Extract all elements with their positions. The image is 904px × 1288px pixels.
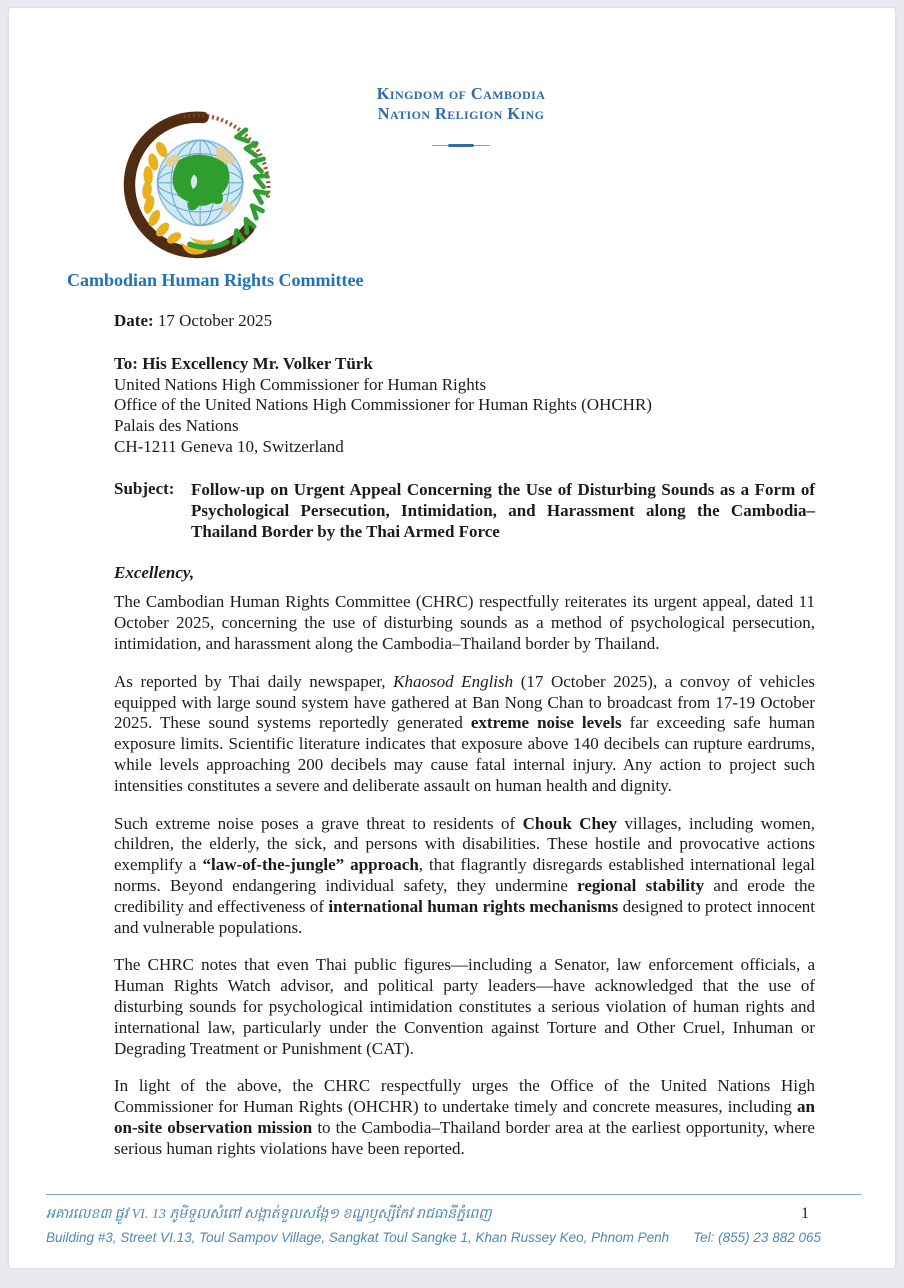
recipient-block [114,354,815,458]
letter-page [9,8,895,1268]
footer-address-khmer: អគារលេខ៣ ផ្លូវ VI. 13 ភូមិទួលសំពៅ សង្កាត់ទួលសង្កែ១ ខណ្ឌឫស្សីកែវ រាជធានីភ្នំពេញ [46,1207,492,1222]
footer-divider [46,1194,861,1195]
paragraph-4: The CHRC notes that even Thai public figures—including a Senator, law enforcement officials, a Human Rights Watch advisor, and political party leaders—have acknowledged that the use of disturbing sounds for psychological intimidation constitutes a serious violation of human rights and international law, particularly under the Convention against Torture and Other Cruel, Inhuman or Degrading Treatment or Punishment (CAT). [114,955,815,1058]
header-flourish-divider [426,143,496,148]
subject-text: Follow-up on Urgent Appeal Concerning the Use of Disturbing Sounds as a Form of Psychological Persecution, Intimidation, and Harassment along the Cambodia–Thailand Border by the Thai Armed Force [191,479,815,542]
letter-paragraphs [114,592,815,1159]
date-label: Date: [114,311,154,330]
footer-telephone: Tel: (855) 23 882 065 [693,1230,821,1245]
paragraph-5: In light of the above, the CHRC respectfully urges the Office of the United Nations High Commissioner for Human Rights (OHCHR) to undertake timely and concrete measures, including an on-site observation mission to the Cambodia–Thailand border area at the earliest opportunity, where serious human rights violations have been reported. [114,1076,815,1158]
footer-address-english: Building #3, Street VI.13, Toul Sampov Village, Sangkat Toul Sangke 1, Khan Russey Keo, Phnom Penh [46,1230,670,1245]
letter-body [114,311,815,1160]
subject-label: Subject: [114,478,175,498]
subject-block [114,479,815,543]
recipient-office: Office of the United Nations High Commissioner for Human Rights (OHCHR) [114,395,652,415]
date-line [114,311,815,332]
paragraph-1: The Cambodian Human Rights Committee (CHRC) respectfully reiterates its urgent appeal, dated 11 October 2025, concerning the use of disturbing sounds as a method of psychological persecution, intimidation, and harassment along the Cambodia–Thailand border by Thailand. [114,592,815,654]
recipient-address1: Palais des Nations [114,416,239,436]
salutation: Excellency, [114,562,195,582]
page-number: 1 [801,1205,809,1222]
date-value: 17 October 2025 [157,311,273,330]
motto-line: Nation Religion King [377,104,545,123]
chrc-logo [119,110,275,266]
recipient-name: To: His Excellency Mr. Volker Türk [114,353,373,373]
kingdom-line: Kingdom of Cambodia [376,84,546,103]
org-name: Cambodian Human Rights Committee [67,270,364,290]
recipient-address2: CH-1211 Geneva 10, Switzerland [114,436,344,456]
page-footer [46,1194,861,1250]
chrc-logo-svg [119,110,275,266]
paragraph-3: Such extreme noise poses a grave threat to residents of Chouk Chey villages, including women, children, the elderly, the sick, and persons with disabilities. These hostile and provocative actions exemplify a “law-of-the-jungle” approach, that flagrantly disregards established international legal norms. Beyond endangering individual safety, they undermine regional stability and erode the credibility and effectiveness of international human rights mechanisms designed to protect innocent and vulnerable populations. [114,813,816,937]
recipient-title: United Nations High Commissioner for Human Rights [114,374,487,394]
paragraph-2: As reported by Thai daily newspaper, Khaosod English (17 October 2025), a convoy of vehicles equipped with large sound system have gathered at Ban Nong Chan to broadcast from 17-19 October 2025. These sound systems reportedly generated extreme noise levels far exceeding safe human exposure limits. Scientific literature indicates that exposure above 140 decibels can rupture eardrums, while levels approaching 200 decibels may cause fatal internal injury. Any action to project such intensities constitutes a severe and deliberate assault on human health and dignity. [114,671,816,795]
